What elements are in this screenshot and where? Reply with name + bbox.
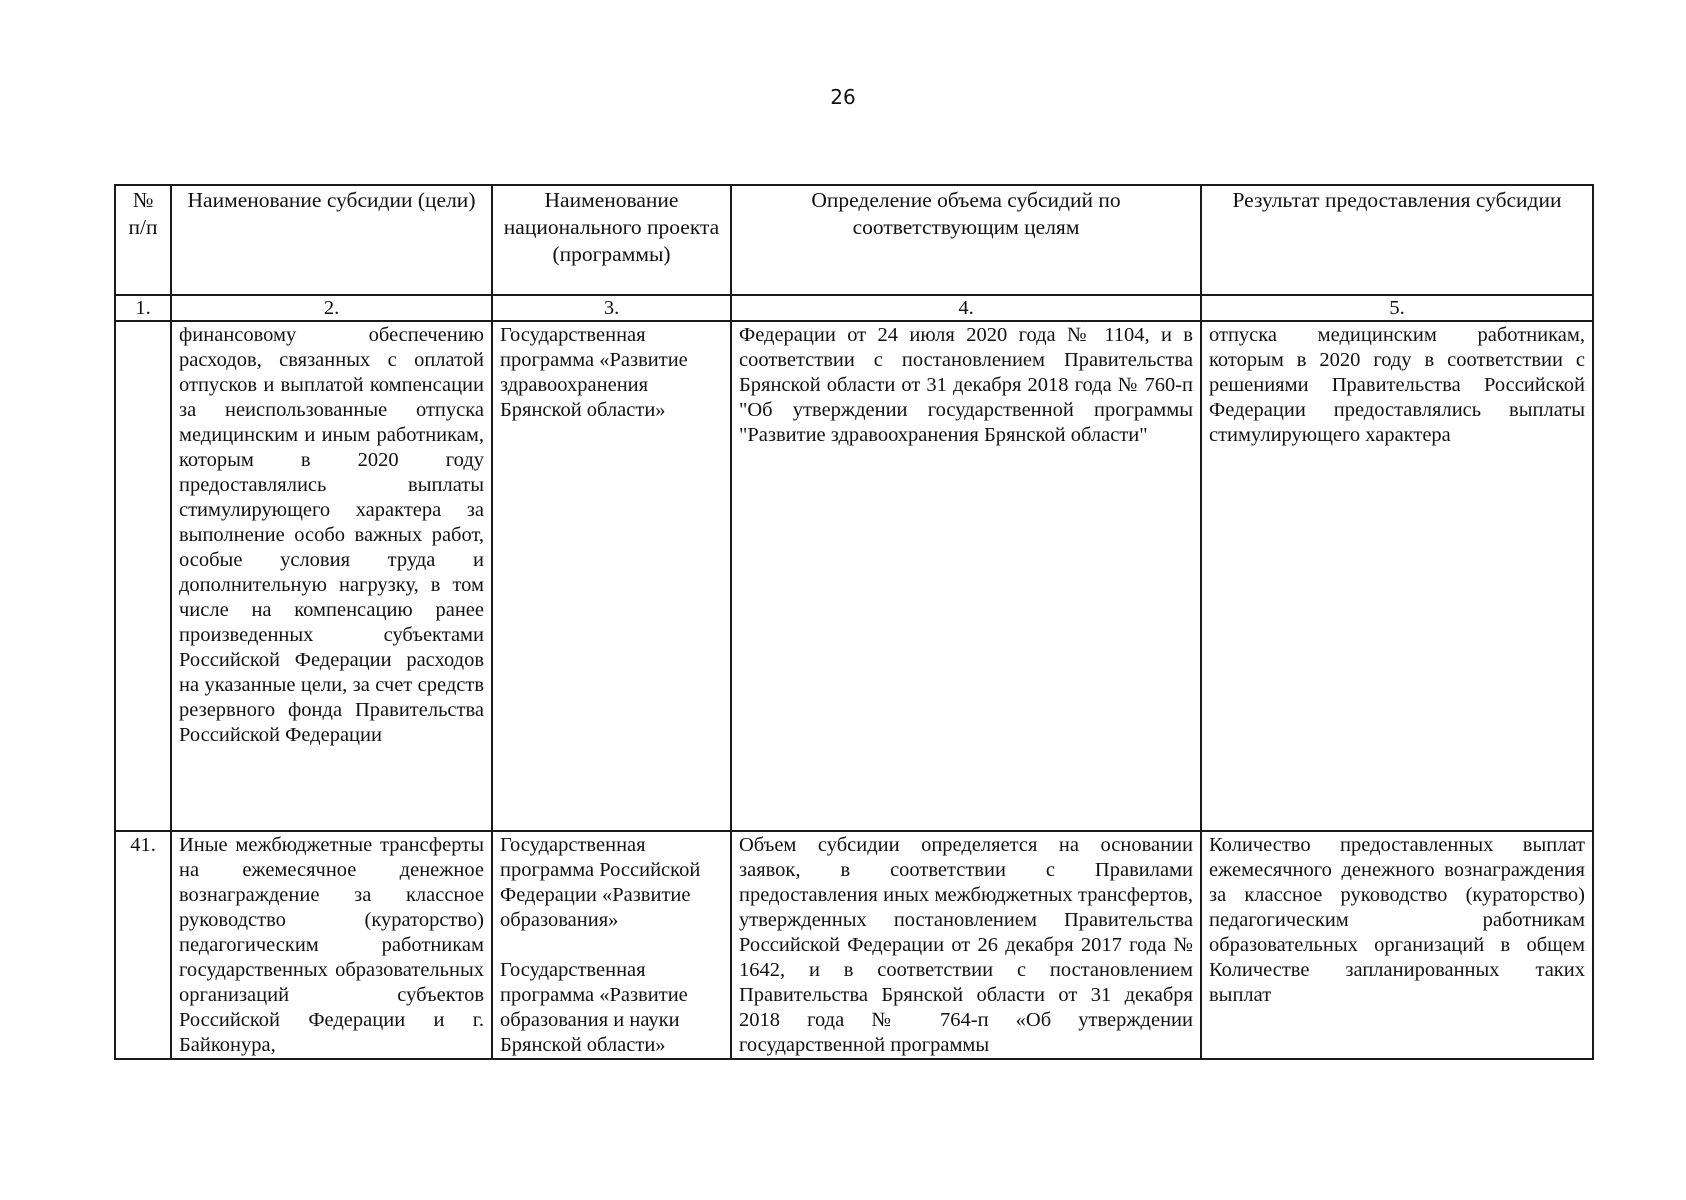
subsidy-name-cell: финансовому обеспечению расходов, связанных с оплатой отпусков и выплатой компенсации за неиспользованные отпуска медицинским и иным работникам, которым в 2020 году предоставлялись выплаты стимулирующего характера за выполнение особо важных работ, особые условия труда и дополнительную нагрузку, в том числе на компенсацию ранее произведенных субъектами Российской Федерации расходов на указанные цели, за счет средств резервного фонда Правительства Российской Федерации — [171, 321, 492, 831]
page-number: 26 — [830, 85, 856, 109]
header-number: № п/п — [115, 185, 171, 295]
project-text: Государственная программа «Развитие здравоохранения Брянской области» — [500, 324, 688, 421]
table-header-row — [115, 185, 1593, 295]
project-text: Государственная программа «Развитие образования и науки Брянской области» — [500, 959, 688, 1056]
volume-cell: Федерации от 24 июля 2020 года № 1104, и в соответствии с постановлением Правительства Брянской области от 31 декабря 2018 года № 760-п "Об утверждении государственной программы "Развитие здравоохранения Брянской области" — [731, 321, 1201, 831]
header-subsidy-name: Наименование субсидии (цели) — [171, 185, 492, 295]
column-number: 3. — [492, 295, 731, 321]
result-cell: Количество предоставленных выплат ежемесячного денежного вознаграждения за классное руководство (кураторство) педагогическим работникам образовательных организаций в общем Количестве запланированных таких выплат — [1201, 831, 1593, 1059]
column-number: 4. — [731, 295, 1201, 321]
column-number: 1. — [115, 295, 171, 321]
project-text: Государственная программа Российской Федерации «Развитие образования» — [500, 834, 701, 931]
project-cell — [492, 831, 731, 1059]
table-row — [115, 321, 1593, 831]
row-number — [115, 321, 171, 831]
result-cell: отпуска медицинским работникам, которым в 2020 году в соответствии с решениями Правительства Российской Федерации предоставлялись выплаты стимулирующего характера — [1201, 321, 1593, 831]
table-row — [115, 831, 1593, 1059]
header-national-project: Наименование национального проекта (программы) — [492, 185, 731, 295]
subsidy-name-cell: Иные межбюджетные трансферты на ежемесячное денежное вознаграждение за классное руководство (кураторство) педагогическим работникам государственных образовательных организаций субъектов Российской Федерации и г. Байконура, — [171, 831, 492, 1059]
project-cell — [492, 321, 731, 831]
row-number: 41. — [115, 831, 171, 1059]
column-number: 2. — [171, 295, 492, 321]
header-result: Результат предоставления субсидии — [1201, 185, 1593, 295]
subsidy-table — [114, 184, 1594, 1060]
header-volume-definition: Определение объема субсидий по соответствующим целям — [731, 185, 1201, 295]
column-number: 5. — [1201, 295, 1593, 321]
column-numbers-row — [115, 295, 1593, 321]
volume-cell: Объем субсидии определяется на основании заявок, в соответствии с Правилами предоставления иных межбюджетных трансфертов, утвержденных постановлением Правительства Российской Федерации от 26 декабря 2017 года № 1642, и в соответствии с постановлением Правительства Брянской области от 31 декабря 2018 года № 764-п «Об утверждении государственной программы — [731, 831, 1201, 1059]
